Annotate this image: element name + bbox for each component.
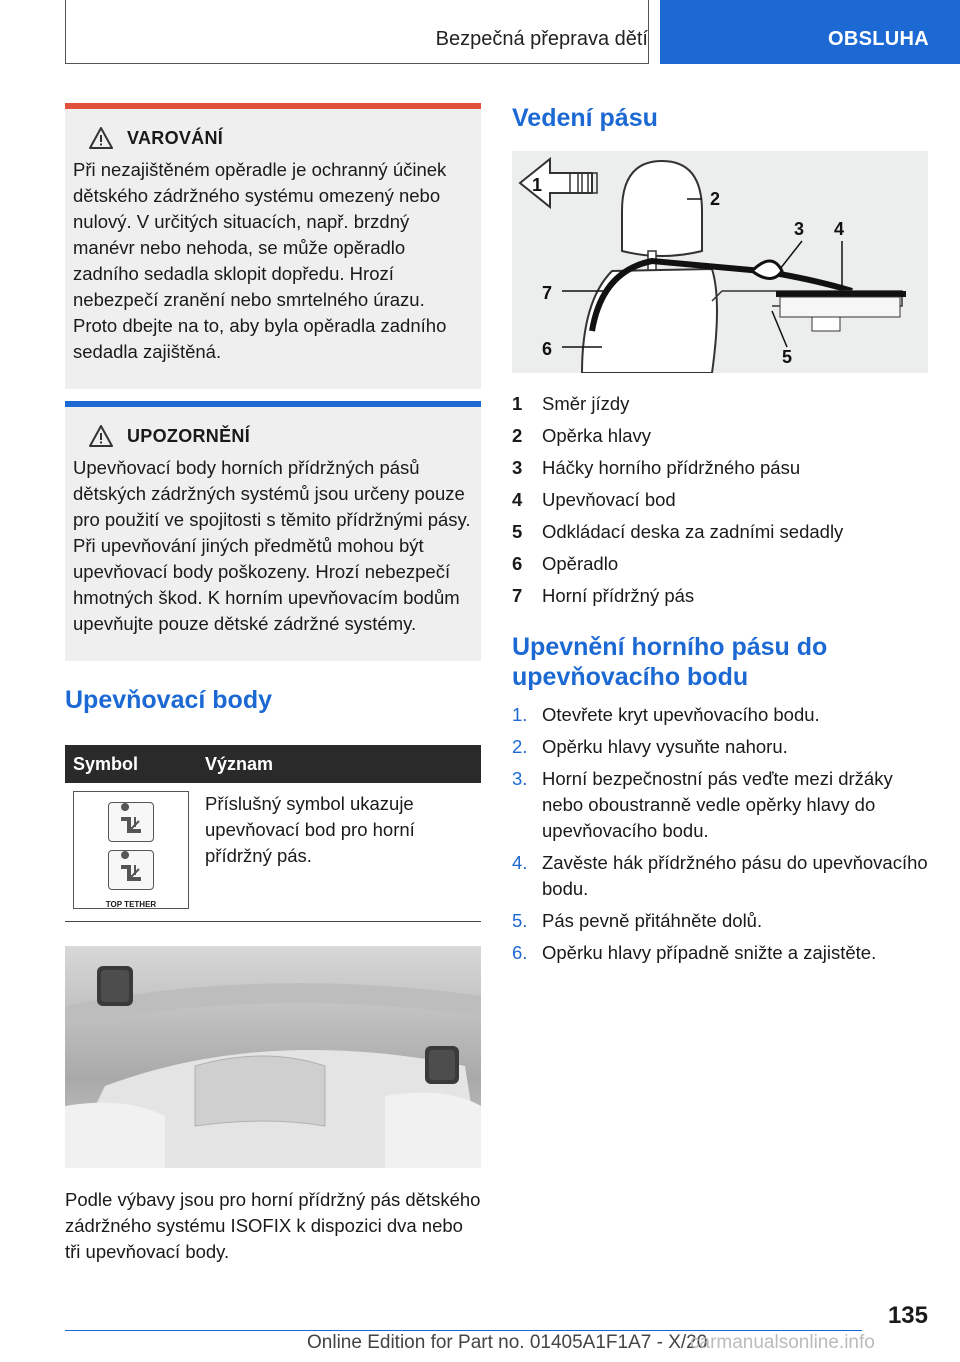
list-item: 1. Otevřete kryt upevňovacího bodu. bbox=[512, 704, 820, 725]
table-row bbox=[65, 783, 481, 922]
symbol-table-header bbox=[65, 745, 481, 783]
edition-footer: Online Edition for Part no. 01405A1F1A7 - X/20 bbox=[307, 1332, 708, 1353]
list-item: 6. Opěrku hlavy případně snižte a zajistěte. bbox=[512, 942, 877, 963]
mount-heading: Upevnění horního pásu do upevňovacího bodu bbox=[512, 633, 828, 691]
anchors-heading: Upevňovací body bbox=[65, 686, 272, 714]
notice-text: Upevňovací body horních přídržných pásů dětských zádržných systémů jsou určeny pouze pro použití ve spojitosti s těmito přídržnými pásy. Při upevňování jiných předmětů mohou být upevňovací body poškozeny. Hrozí nebezpečí hmotných škod. K horním upevňovacím bodům upevňujte pouze dětské zádržné systémy. bbox=[73, 457, 471, 634]
col-symbol: Symbol bbox=[65, 745, 197, 783]
page-number: 135 bbox=[887, 1302, 928, 1329]
child-seat-anchor-icon bbox=[108, 802, 154, 842]
callout-5: 5 bbox=[782, 347, 793, 367]
rear-shelf-anchors-photo bbox=[65, 946, 481, 1168]
warning-text: Při nezajištěném opěradle je ochranný účinek dětského zádržného systému omezený nebo nulový. V určitých situacích, např. brzdný manévr nebo nehoda, se může opěradlo zadního sedadla sklopit dopředu. Hrozí nebezpečí zranění nebo smrtelného úrazu. Proto dbejte na to, aby byla opěradla zadního sedadla zajištěná. bbox=[73, 159, 447, 362]
list-item: 5. Pás pevně přitáhněte dolů. bbox=[512, 910, 763, 931]
list-item: 7 Horní přídržný pás bbox=[512, 585, 695, 606]
list-item: 4. Zavěste hák přídržného pásu do upevňovacího bodu. bbox=[512, 852, 928, 899]
right-column bbox=[512, 103, 928, 972]
list-item: 3. Horní bezpečnostní pás veďte mezi držáky nebo oboustranně vedle opěrky hlavy do upevňovacího bodu. bbox=[512, 768, 893, 841]
notice-title bbox=[89, 425, 473, 447]
section-title: Bezpečná přeprava dětí bbox=[435, 28, 648, 50]
anchors-caption: Podle výbavy jsou pro horní přídržný pás dětského zádržného systému ISOFIX k dispozici dva nebo tři upevňovací body. bbox=[65, 1189, 481, 1262]
guide-heading: Vedení pásu bbox=[512, 104, 658, 132]
notice-title-text: UPOZORNĚNÍ bbox=[127, 425, 251, 446]
warning-triangle-icon bbox=[89, 127, 113, 149]
list-item: 4 Upevňovací bod bbox=[512, 489, 676, 510]
col-meaning: Význam bbox=[197, 745, 481, 783]
left-column bbox=[65, 103, 481, 1265]
callout-7: 7 bbox=[542, 283, 553, 303]
belt-routing-diagram bbox=[512, 151, 928, 373]
meaning-cell: Příslušný symbol ukazuje upevňovací bod pro horní přídržný pás. bbox=[197, 783, 481, 922]
top-tether-label: TOP TETHER bbox=[105, 900, 157, 909]
callout-1: 1 bbox=[532, 175, 543, 195]
list-item: 2. Opěrku hlavy vysuňte nahoru. bbox=[512, 736, 788, 757]
notice-box bbox=[65, 401, 481, 661]
anchor-icon bbox=[108, 850, 154, 890]
list-item: 5 Odkládací deska za zadními sedadly bbox=[512, 521, 844, 542]
list-item: 6 Opěradlo bbox=[512, 553, 619, 574]
list-item: 1 Směr jízdy bbox=[512, 393, 630, 414]
chapter-tab[interactable] bbox=[660, 0, 960, 64]
callout-3: 3 bbox=[794, 219, 805, 239]
symbol-cell bbox=[65, 783, 197, 922]
diagram-legend bbox=[512, 388, 928, 612]
warning-box bbox=[65, 103, 481, 389]
warning-title-text: VAROVÁNÍ bbox=[127, 127, 224, 148]
callout-6: 6 bbox=[542, 339, 553, 359]
list-item: 2 Opěrka hlavy bbox=[512, 425, 651, 446]
top-tether-symbol bbox=[73, 791, 189, 909]
list-item: 3 Háčky horního přídržného pásu bbox=[512, 457, 801, 478]
warning-title bbox=[89, 127, 473, 149]
mount-steps bbox=[512, 702, 928, 966]
callout-2: 2 bbox=[710, 189, 721, 209]
watermark: carmanualsonline.info bbox=[690, 1332, 875, 1353]
callout-4: 4 bbox=[834, 219, 845, 239]
chapter-tab-label: OBSLUHA bbox=[828, 28, 929, 50]
footer-divider bbox=[65, 1330, 862, 1331]
symbol-table bbox=[65, 745, 481, 922]
caution-triangle-icon bbox=[89, 425, 113, 447]
